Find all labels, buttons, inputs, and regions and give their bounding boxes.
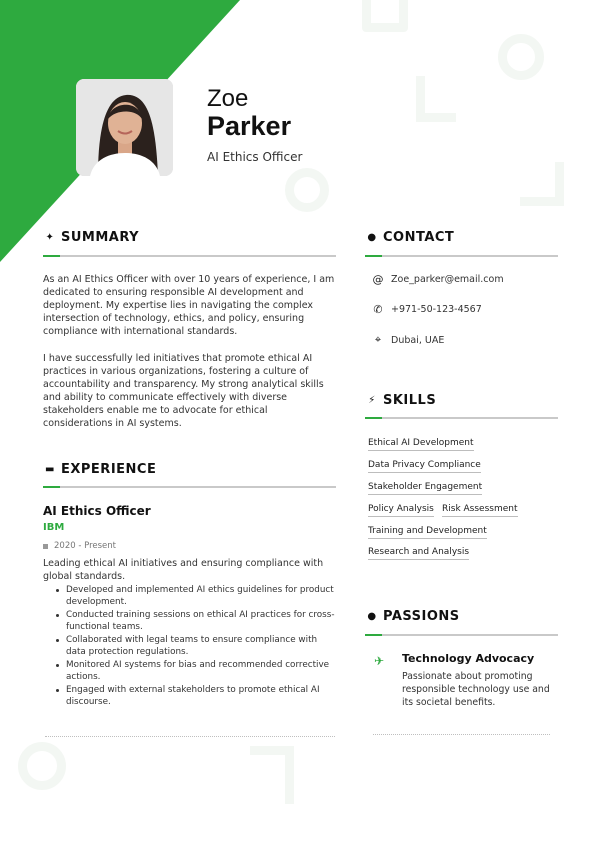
list-item: Developed and implemented AI ethics guidelines for product development.: [56, 585, 336, 608]
rocket-icon: ✈: [374, 654, 385, 668]
experience-heading-label: EXPERIENCE: [61, 462, 157, 477]
passions-divider: [365, 634, 558, 636]
skills-divider: [365, 417, 558, 419]
phone-value: +971-50-123-4567: [391, 304, 482, 315]
email-value: Zoe_parker@email.com: [391, 274, 504, 285]
contact-location: [371, 333, 444, 347]
passion-description: Passionate about promoting responsible technology use and its societal benefits.: [402, 671, 550, 708]
passions-end-divider: [373, 734, 550, 735]
experience-dates-label: 2020 - Present: [54, 541, 116, 551]
skill-tag: Research and Analysis: [368, 547, 469, 560]
passion-title: Technology Advocacy: [402, 652, 535, 665]
skill-tag: Data Privacy Compliance: [368, 460, 481, 473]
skill-tag: Policy Analysis: [368, 504, 434, 517]
briefcase-icon: ▬: [45, 464, 55, 475]
watermark-corner: [250, 746, 294, 804]
skill-tag: Training and Development: [368, 526, 487, 539]
summary-paragraph: I have successfully led initiatives that promote ethical AI practices in various organizations, fostering a culture of accountability and transparency. My strong analytical skills and ability to communicate effectively with diverse stakeholders enable me to advocate for ethical considerations in AI systems.: [43, 353, 324, 429]
lightning-icon: ⚡: [368, 395, 376, 406]
experience-bullets: [56, 585, 336, 710]
watermark-corner: [416, 76, 456, 122]
contact-heading: [365, 230, 454, 245]
list-item: Collaborated with legal teams to ensure compliance with data protection regulations.: [56, 635, 336, 658]
watermark-circle: [18, 742, 66, 790]
experience-divider: [43, 486, 336, 488]
experience-company: IBM: [43, 522, 65, 533]
job-title: AI Ethics Officer: [207, 150, 303, 164]
watermark-square: [362, 0, 408, 32]
summary-divider: [43, 255, 336, 257]
watermark-circle: [285, 168, 329, 212]
passions-heading-label: PASSIONS: [383, 609, 460, 624]
contact-email[interactable]: [371, 273, 504, 286]
avatar-icon: [76, 79, 173, 176]
summary-heading-label: SUMMARY: [61, 230, 140, 245]
contact-heading-label: CONTACT: [383, 230, 455, 245]
last-name: Parker: [207, 111, 292, 141]
person-icon: ●: [367, 232, 377, 243]
list-item: Monitored AI systems for bias and recommended corrective actions.: [56, 660, 336, 683]
skills-heading: [365, 393, 436, 408]
watermark-circle: [498, 34, 544, 80]
experience-dates: [43, 541, 116, 551]
sparkle-icon: ✦: [45, 232, 55, 243]
experience-description: Leading ethical AI initiatives and ensuring compliance with global standards.: [43, 558, 324, 582]
location-value: Dubai, UAE: [391, 334, 445, 346]
map-pin-icon: ⌖: [374, 333, 382, 346]
list-item: Engaged with external stakeholders to promote ethical AI discourse.: [56, 685, 336, 708]
profile-photo: [76, 79, 173, 176]
phone-icon: ✆: [373, 303, 383, 316]
passions-heading: [365, 609, 460, 624]
skill-tag: Risk Assessment: [442, 504, 518, 517]
experience-end-divider: [45, 736, 335, 737]
watermark-corner: [520, 162, 564, 206]
contact-phone[interactable]: [371, 303, 482, 316]
experience-heading: [43, 462, 156, 477]
first-name: Zoe: [207, 85, 249, 112]
skills-heading-label: SKILLS: [383, 393, 437, 408]
calendar-icon: [43, 544, 48, 549]
at-sign-icon: @: [372, 273, 384, 286]
skill-tag: Ethical AI Development: [368, 438, 474, 451]
summary-paragraph: As an AI Ethics Officer with over 10 years of experience, I am dedicated to ensuring responsible AI development and deployment. My expertise lies in navigating the complex intersection of technology, ethics, and policy, ensuring compliance with international standards.: [43, 274, 335, 337]
contact-divider: [365, 255, 558, 257]
list-item: Conducted training sessions on ethical AI practices for cross-functional teams.: [56, 610, 336, 633]
skill-tag: Stakeholder Engagement: [368, 482, 482, 495]
experience-role: AI Ethics Officer: [43, 504, 151, 518]
summary-heading: [43, 230, 139, 245]
lightbulb-icon: ●: [367, 611, 377, 622]
